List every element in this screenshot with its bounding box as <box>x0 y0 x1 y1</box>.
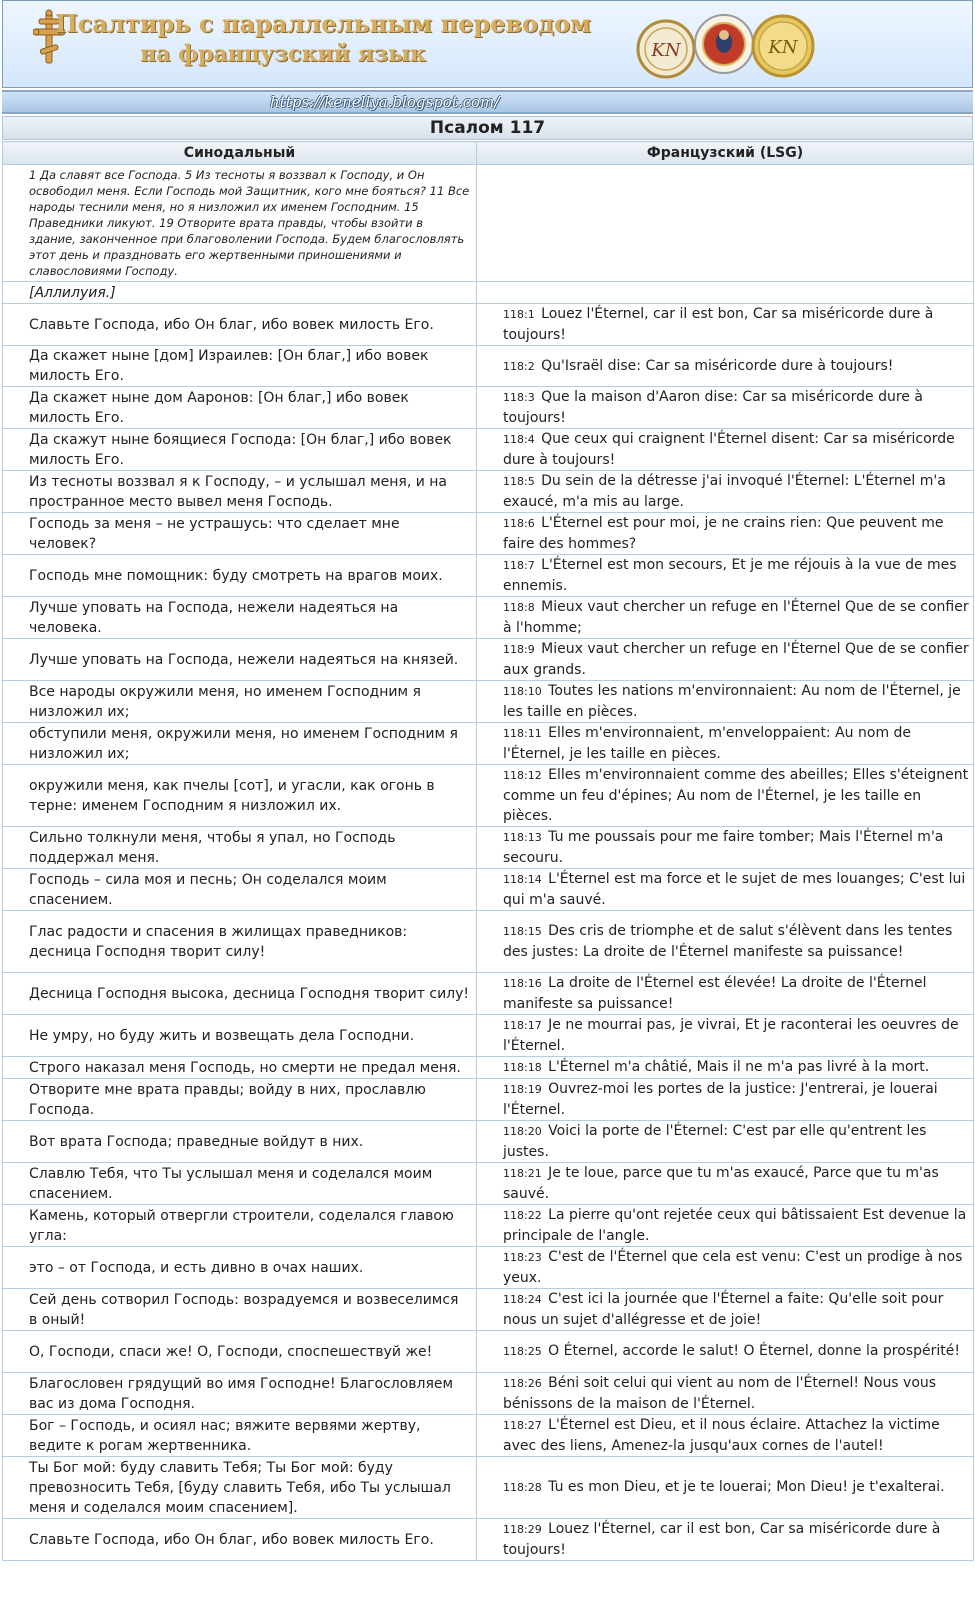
french-verse <box>477 1079 974 1121</box>
verse-text: Du sein de la détresse j'ai invoqué l'Éternel: L'Éternel m'a exaucé, m'a mis au large. <box>503 473 946 510</box>
verse-row <box>3 1289 974 1331</box>
verse-number: 118:1 <box>503 308 535 321</box>
verse-text: C'est ici la journée que l'Éternel a faite: Qu'elle soit pour nous un sujet d'allégresse et de joie! <box>503 1291 944 1328</box>
verse-text: L'Éternel m'a châtié, Mais il ne m'a pas livré à la mort. <box>543 1059 930 1075</box>
verse-text: La pierre qu'ont rejetée ceux qui bâtissaient Est devenue la principale de l'angle. <box>503 1207 967 1244</box>
empty-cell <box>477 165 974 282</box>
column-header-synodal: Синодальный <box>3 142 477 165</box>
verse-number: 118:5 <box>503 475 535 488</box>
french-verse <box>477 723 974 765</box>
french-verse <box>477 827 974 869</box>
verse-number: 118:8 <box>503 601 535 614</box>
verse-number: 118:2 <box>503 359 535 373</box>
kn-gold-seal-icon <box>751 13 815 79</box>
icon-medallion <box>693 9 755 79</box>
verse-text: Que la maison d'Aaron dise: Car sa miséricorde dure à toujours! <box>503 389 923 426</box>
verse-row <box>3 869 974 911</box>
site-title-line2: на французский язык <box>140 41 426 67</box>
psalm-summary: 1 Да славят все Господа. 5 Из тесноты я воззвал к Господу, и Он освободил меня. Если Господь мой Защитник, кого мне бояться? 11 Все народы теснили меня, но я низложил их именем Господним. 15 Праведники ликуют. 19 Отворите врата правды, чтобы взойти в здание, законченное при благоволении Господа. Будем благословлять этот день и праздновать его жертвенными приношениями и славословиями Господу. <box>3 165 477 282</box>
verse-number: 118:9 <box>503 643 535 656</box>
synodal-verse: окружили меня, как пчелы [сот], и угасли, как огонь в терне: именем Господним я низложил их. <box>3 765 477 827</box>
verse-row <box>3 1247 974 1289</box>
verse-text: Qu'Israël dise: Car sa miséricorde dure à toujours! <box>536 357 894 374</box>
verse-number: 118:7 <box>503 559 535 572</box>
verse-number: 118:6 <box>503 517 535 530</box>
verse-number: 118:11 <box>503 727 542 740</box>
verse-number: 118:4 <box>503 433 535 446</box>
french-verse <box>477 1121 974 1163</box>
french-verse <box>477 911 974 973</box>
psalm-table <box>2 141 974 1561</box>
verse-text: Louez l'Éternel, car il est bon, Car sa miséricorde dure à toujours! <box>503 306 934 343</box>
verse-row <box>3 765 974 827</box>
verse-row <box>3 1015 974 1057</box>
verse-text: Je te loue, parce que tu m'as exaucé, Parce que tu m'as sauvé. <box>503 1165 939 1202</box>
verse-text: Tu es mon Dieu, et je te louerai; Mon Dieu! je t'exalterai. <box>543 1479 945 1495</box>
verse-text: Je ne mourrai pas, je vivrai, Et je raconterai les oeuvres de l'Éternel. <box>503 1017 959 1054</box>
column-header-french: Французский (LSG) <box>477 142 974 165</box>
synodal-verse: Лучше уповать на Господа, нежели надеяться на человека. <box>3 597 477 639</box>
verse-row <box>3 827 974 869</box>
french-verse <box>477 1163 974 1205</box>
verse-number: 118:24 <box>503 1293 542 1306</box>
verse-text: Toutes les nations m'environnaient: Au nom de l'Éternel, je les taille en pièces. <box>503 683 961 720</box>
verse-text: Des cris de triomphe et de salut s'élèvent dans les tentes des justes: La droite de l'Éternel manifeste sa puissance! <box>503 923 953 960</box>
verse-row <box>3 681 974 723</box>
synodal-verse: Господь за меня – не устрашусь: что сделает мне человек? <box>3 513 477 555</box>
french-verse <box>477 1247 974 1289</box>
synodal-verse: Бог – Господь, и осиял нас; вяжите вервями жертву, ведите к рогам жертвенника. <box>3 1415 477 1457</box>
synodal-verse: Камень, который отвергли строители, соделался главою угла: <box>3 1205 477 1247</box>
verse-number: 118:18 <box>503 1061 542 1074</box>
french-verse <box>477 1415 974 1457</box>
verse-number: 118:12 <box>503 769 542 782</box>
verse-text: O Éternel, accorde le salut! O Éternel, donne la prospérité! <box>543 1343 960 1359</box>
verse-number: 118:29 <box>503 1523 542 1536</box>
synodal-verse: это – от Господа, и есть дивно в очах наших. <box>3 1247 477 1289</box>
synodal-verse: Господь мне помощник: буду смотреть на врагов моих. <box>3 555 477 597</box>
verse-text: Tu me poussais pour me faire tomber; Mais l'Éternel m'a secouru. <box>503 829 944 866</box>
french-verse <box>477 681 974 723</box>
french-verse <box>477 1519 974 1561</box>
verse-text: C'est de l'Éternel que cela est venu: C'est un prodige à nos yeux. <box>503 1249 963 1286</box>
french-verse <box>477 304 974 346</box>
verse-text: Ouvrez-moi les portes de la justice: J'entrerai, je louerai l'Éternel. <box>503 1081 938 1118</box>
verse-text: Elles m'environnaient, m'enveloppaient: Au nom de l'Éternel, je les taille en pièces. <box>503 725 912 762</box>
verse-row <box>3 471 974 513</box>
synodal-verse: Строго наказал меня Господь, но смерти не предал меня. <box>3 1057 477 1079</box>
synodal-verse: Десница Господня высока, десница Господня творит силу! <box>3 973 477 1015</box>
verse-row <box>3 597 974 639</box>
verse-text: Elles m'environnaient comme des abeilles; Elles s'éteignent comme un feu d'épines; Au nom de l'Éternel, je les taille en pièces. <box>503 767 969 824</box>
synodal-verse: Славьте Господа, ибо Он благ, ибо вовек милость Его. <box>3 304 477 346</box>
verse-row <box>3 429 974 471</box>
verse-row <box>3 1457 974 1519</box>
svg-text:KN: KN <box>651 40 681 61</box>
french-verse <box>477 1015 974 1057</box>
verse-text: L'Éternel est mon secours, Et je me réjouis à la vue de mes ennemis. <box>503 557 957 594</box>
verse-number: 118:15 <box>503 925 542 938</box>
synodal-verse: Славьте Господа, ибо Он благ, ибо вовек милость Его. <box>3 1519 477 1561</box>
synodal-verse: обступили меня, окружили меня, но именем Господним я низложил их; <box>3 723 477 765</box>
verse-row <box>3 1079 974 1121</box>
verse-row <box>3 1205 974 1247</box>
french-verse <box>477 513 974 555</box>
verse-number: 118:19 <box>503 1083 542 1096</box>
verse-row <box>3 723 974 765</box>
verse-text: La droite de l'Éternel est élevée! La droite de l'Éternel manifeste sa puissance! <box>503 975 927 1012</box>
verse-text: Mieux vaut chercher un refuge en l'Éternel Que de se confier à l'homme; <box>503 599 969 636</box>
french-verse <box>477 765 974 827</box>
verse-number: 118:16 <box>503 977 542 990</box>
alleluia-cell: [Аллилуия.] <box>3 282 477 304</box>
verse-number: 118:27 <box>503 1419 542 1432</box>
site-title-line1: Псалтирь с параллельным переводом <box>55 9 591 38</box>
verse-number: 118:21 <box>503 1167 542 1180</box>
synodal-verse: Не умру, но буду жить и возвещать дела Господни. <box>3 1015 477 1057</box>
verse-text: L'Éternel est Dieu, et il nous éclaire. Attachez la victime avec des liens, Amenez-la jusqu'aux cornes de l'autel! <box>503 1417 940 1454</box>
french-verse <box>477 346 974 387</box>
svg-text:KN: KN <box>768 37 798 58</box>
synodal-verse: О, Господи, спаси же! О, Господи, споспешествуй же! <box>3 1331 477 1373</box>
synodal-verse: Отворите мне врата правды; войду в них, прославлю Господа. <box>3 1079 477 1121</box>
verse-number: 118:26 <box>503 1377 542 1390</box>
verse-number: 118:3 <box>503 391 535 404</box>
verse-text: L'Éternel est pour moi, je ne crains rien: Que peuvent me faire des hommes? <box>503 515 944 552</box>
verse-number: 118:14 <box>503 873 542 886</box>
verse-number: 118:28 <box>503 1481 542 1494</box>
verse-number: 118:22 <box>503 1209 542 1222</box>
psalm-title: Псалом 117 <box>2 116 973 140</box>
verse-row <box>3 1057 974 1079</box>
blog-link[interactable]: https://kenellya.blogspot.com/ <box>270 93 500 111</box>
verse-row <box>3 1415 974 1457</box>
french-verse <box>477 1373 974 1415</box>
french-verse <box>477 869 974 911</box>
verse-row <box>3 1373 974 1415</box>
site-banner <box>2 0 973 88</box>
verse-text: Mieux vaut chercher un refuge en l'Éternel Que de se confier aux grands. <box>503 641 969 678</box>
verse-row <box>3 346 974 387</box>
french-verse <box>477 1289 974 1331</box>
verse-row <box>3 513 974 555</box>
verse-number: 118:13 <box>503 831 542 844</box>
synodal-verse: Вот врата Господа; праведные войдут в них. <box>3 1121 477 1163</box>
synodal-verse: Славлю Тебя, что Ты услышал меня и соделался моим спасением. <box>3 1163 477 1205</box>
french-verse <box>477 1331 974 1373</box>
table-header-row <box>3 142 974 165</box>
synodal-verse: Сильно толкнули меня, чтобы я упал, но Господь поддержал меня. <box>3 827 477 869</box>
french-verse <box>477 1057 974 1079</box>
synodal-verse: Все народы окружили меня, но именем Господним я низложил их; <box>3 681 477 723</box>
verse-number: 118:20 <box>503 1125 542 1138</box>
french-verse <box>477 597 974 639</box>
french-verse <box>477 429 974 471</box>
empty-cell <box>477 282 974 304</box>
synodal-verse: Ты Бог мой: буду славить Тебя; Ты Бог мой: буду превозносить Тебя, [буду славить Тебя, ибо Ты услышал меня и соделался моим спасением]. <box>3 1457 477 1519</box>
french-verse <box>477 1457 974 1519</box>
verse-number: 118:10 <box>503 685 542 698</box>
verse-row <box>3 304 974 346</box>
verse-number: 118:17 <box>503 1019 542 1032</box>
synodal-verse: Да скажет ныне дом Ааронов: [Он благ,] ибо вовек милость Его. <box>3 387 477 429</box>
verse-text: Que ceux qui craignent l'Éternel disent: Car sa miséricorde dure à toujours! <box>503 431 955 468</box>
verse-row <box>3 1331 974 1373</box>
french-verse <box>477 639 974 681</box>
url-bar <box>2 90 973 114</box>
verse-number: 118:23 <box>503 1251 542 1264</box>
verse-row <box>3 555 974 597</box>
synodal-verse: Да скажет ныне [дом] Израилев: [Он благ,] ибо вовек милость Его. <box>3 346 477 387</box>
french-verse <box>477 387 974 429</box>
verse-text: Voici la porte de l'Éternel: C'est par elle qu'entrent les justes. <box>503 1123 927 1160</box>
french-verse <box>477 471 974 513</box>
synodal-verse: Благословен грядущий во имя Господне! Благословляем вас из дома Господня. <box>3 1373 477 1415</box>
french-verse <box>477 973 974 1015</box>
french-verse <box>477 1205 974 1247</box>
synodal-verse: Глас радости и спасения в жилищах праведников: десница Господня творит силу! <box>3 911 477 973</box>
verse-row <box>3 1163 974 1205</box>
verse-row <box>3 911 974 973</box>
alleluia-row <box>3 282 974 304</box>
synodal-verse: Из тесноты воззвал я к Господу, – и услышал меня, и на пространное место вывел меня Господь. <box>3 471 477 513</box>
synodal-verse: Лучше уповать на Господа, нежели надеяться на князей. <box>3 639 477 681</box>
synodal-verse: Сей день сотворил Господь: возрадуемся и возвеселимся в оный! <box>3 1289 477 1331</box>
verse-row <box>3 1121 974 1163</box>
synodal-verse: Да скажут ныне боящиеся Господа: [Он благ,] ибо вовек милость Его. <box>3 429 477 471</box>
verse-text: Louez l'Éternel, car il est bon, Car sa miséricorde dure à toujours! <box>503 1521 941 1558</box>
verse-row <box>3 973 974 1015</box>
synodal-verse: Господь – сила моя и песнь; Он соделался моим спасением. <box>3 869 477 911</box>
verse-row <box>3 387 974 429</box>
verse-row <box>3 1519 974 1561</box>
verse-row <box>3 639 974 681</box>
kn-seal-icon <box>636 17 696 81</box>
verse-number: 118:25 <box>503 1345 542 1358</box>
verse-text: L'Éternel est ma force et le sujet de mes louanges; C'est lui qui m'a sauvé. <box>503 871 966 908</box>
intro-row <box>3 165 974 282</box>
verse-text: Béni soit celui qui vient au nom de l'Éternel! Nous vous bénissons de la maison de l'Éternel. <box>503 1375 937 1412</box>
french-verse <box>477 555 974 597</box>
